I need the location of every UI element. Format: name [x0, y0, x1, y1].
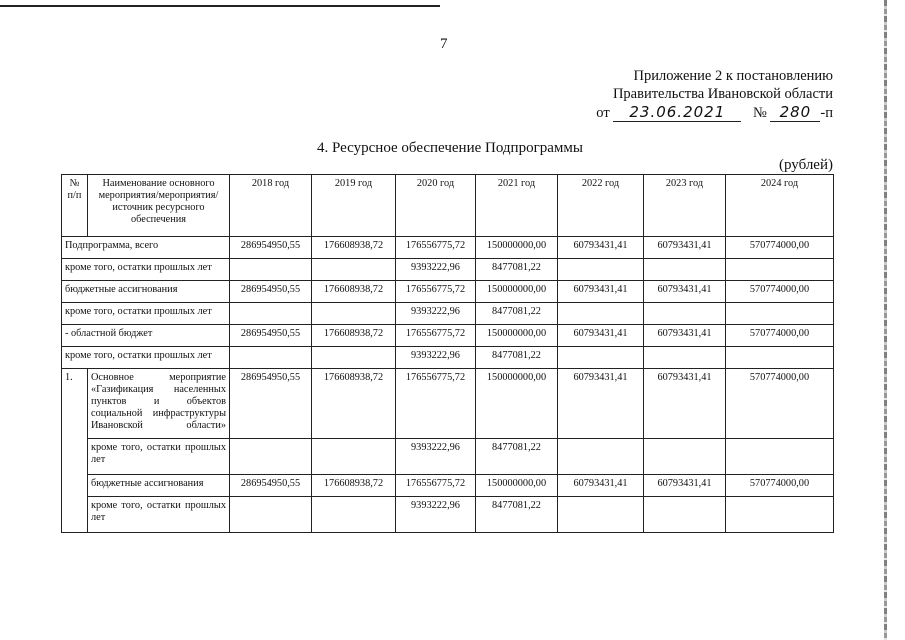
table-row: [62, 237, 834, 259]
header-2018: 2018 год: [230, 175, 312, 237]
table-cell: 150000000,00: [476, 369, 558, 439]
table-cell: [312, 259, 396, 281]
item-row: [62, 439, 834, 475]
table-cell: [644, 439, 726, 475]
item-row-label: кроме того, остатки прошлых лет: [88, 439, 230, 475]
table-cell: 176556775,72: [396, 237, 476, 259]
appendix-line-1: Приложение 2 к постановлению: [633, 68, 833, 84]
table-cell: 176556775,72: [396, 475, 476, 497]
table-cell: 60793431,41: [644, 475, 726, 497]
table-cell: [558, 303, 644, 325]
table-row: [62, 259, 834, 281]
resource-table: [61, 174, 834, 533]
table-cell: [312, 439, 396, 475]
table-row: [62, 281, 834, 303]
table-cell: 60793431,41: [558, 369, 644, 439]
table-cell: 150000000,00: [476, 325, 558, 347]
table-cell: 60793431,41: [558, 475, 644, 497]
header-2021: 2021 год: [476, 175, 558, 237]
table-cell: 176608938,72: [312, 325, 396, 347]
table-cell: 286954950,55: [230, 325, 312, 347]
table-cell: 286954950,55: [230, 237, 312, 259]
table-cell: 9393222,96: [396, 303, 476, 325]
table-cell: 8477081,22: [476, 497, 558, 533]
appendix-number-sign: №: [752, 105, 767, 121]
appendix-number: 280: [770, 103, 820, 122]
unit-label: (рублей): [778, 157, 833, 173]
table-row: [62, 325, 834, 347]
table-cell: 8477081,22: [476, 259, 558, 281]
header-row: [62, 175, 834, 237]
item-row-label: Основное мероприятие «Газификация населенных пунктов и объектов социальной инфраструктуры Ивановской области»: [88, 369, 230, 439]
table-cell: [312, 303, 396, 325]
appendix-block: [596, 67, 833, 122]
header-2022: 2022 год: [558, 175, 644, 237]
top-border-line: [0, 5, 440, 7]
table-cell: 150000000,00: [476, 237, 558, 259]
section-title: 4. Ресурсное обеспечение Подпрограммы: [317, 140, 583, 156]
table-cell: 60793431,41: [644, 281, 726, 303]
table-cell: 8477081,22: [476, 303, 558, 325]
table-cell: 8477081,22: [476, 347, 558, 369]
appendix-prefix: от: [596, 105, 610, 121]
table-cell: 286954950,55: [230, 281, 312, 303]
appendix-date: 23.06.2021: [613, 103, 741, 122]
table-cell: 9393222,96: [396, 347, 476, 369]
table-cell: [558, 439, 644, 475]
table-cell: 570774000,00: [726, 237, 834, 259]
table-cell: 176608938,72: [312, 281, 396, 303]
table-cell: [726, 439, 834, 475]
table-cell: 9393222,96: [396, 497, 476, 533]
scan-edge: [884, 0, 887, 640]
table-cell: [644, 259, 726, 281]
table-cell: [312, 497, 396, 533]
table-cell: [726, 303, 834, 325]
table-cell: [230, 303, 312, 325]
table-cell: 570774000,00: [726, 369, 834, 439]
table-cell: 9393222,96: [396, 439, 476, 475]
table-cell: [230, 347, 312, 369]
item-row: [62, 475, 834, 497]
row-label: бюджетные ассигнования: [62, 281, 230, 303]
table-cell: 570774000,00: [726, 325, 834, 347]
row-label: кроме того, остатки прошлых лет: [62, 347, 230, 369]
table-cell: [558, 497, 644, 533]
table-cell: [230, 497, 312, 533]
table-row: [62, 347, 834, 369]
table-cell: 150000000,00: [476, 281, 558, 303]
header-2024: 2024 год: [726, 175, 834, 237]
item-row-label: кроме того, остатки прошлых лет: [88, 497, 230, 533]
item-number: 1.: [62, 369, 88, 533]
table-cell: 570774000,00: [726, 281, 834, 303]
table-cell: 176608938,72: [312, 475, 396, 497]
item-row: [62, 369, 834, 439]
item-row: [62, 497, 834, 533]
table-cell: [726, 497, 834, 533]
item-row-label: бюджетные ассигнования: [88, 475, 230, 497]
table-row: [62, 303, 834, 325]
table-cell: [558, 347, 644, 369]
header-2023: 2023 год: [644, 175, 726, 237]
row-label: кроме того, остатки прошлых лет: [62, 259, 230, 281]
table-cell: [230, 259, 312, 281]
table-cell: 60793431,41: [644, 325, 726, 347]
header-2019: 2019 год: [312, 175, 396, 237]
table-cell: [558, 259, 644, 281]
header-2020: 2020 год: [396, 175, 476, 237]
appendix-line-2: Правительства Ивановской области: [612, 86, 833, 102]
table-cell: [312, 347, 396, 369]
table-cell: 9393222,96: [396, 259, 476, 281]
row-label: кроме того, остатки прошлых лет: [62, 303, 230, 325]
table-cell: [644, 347, 726, 369]
table-cell: 60793431,41: [558, 325, 644, 347]
page-number: 7: [440, 36, 448, 52]
table-cell: 150000000,00: [476, 475, 558, 497]
table-cell: [230, 439, 312, 475]
header-num: № п/п: [62, 175, 88, 237]
table-cell: 176556775,72: [396, 325, 476, 347]
header-name: Наименование основного мероприятия/мероприятия/ источник ресурсного обеспечения: [88, 175, 230, 237]
table-cell: 60793431,41: [644, 237, 726, 259]
table-cell: [726, 259, 834, 281]
table-cell: 176556775,72: [396, 369, 476, 439]
table-cell: [644, 303, 726, 325]
table-cell: 8477081,22: [476, 439, 558, 475]
table-cell: 176608938,72: [312, 237, 396, 259]
appendix-suffix: -п: [820, 105, 833, 121]
table-cell: 176608938,72: [312, 369, 396, 439]
table-cell: 286954950,55: [230, 475, 312, 497]
table-cell: 60793431,41: [644, 369, 726, 439]
row-label: Подпрограмма, всего: [62, 237, 230, 259]
table-cell: 60793431,41: [558, 281, 644, 303]
table-cell: [726, 347, 834, 369]
table-cell: 570774000,00: [726, 475, 834, 497]
table-cell: 286954950,55: [230, 369, 312, 439]
appendix-line-3: [596, 103, 833, 122]
table-cell: [644, 497, 726, 533]
table-cell: 176556775,72: [396, 281, 476, 303]
row-label: - областной бюджет: [62, 325, 230, 347]
table-cell: 60793431,41: [558, 237, 644, 259]
